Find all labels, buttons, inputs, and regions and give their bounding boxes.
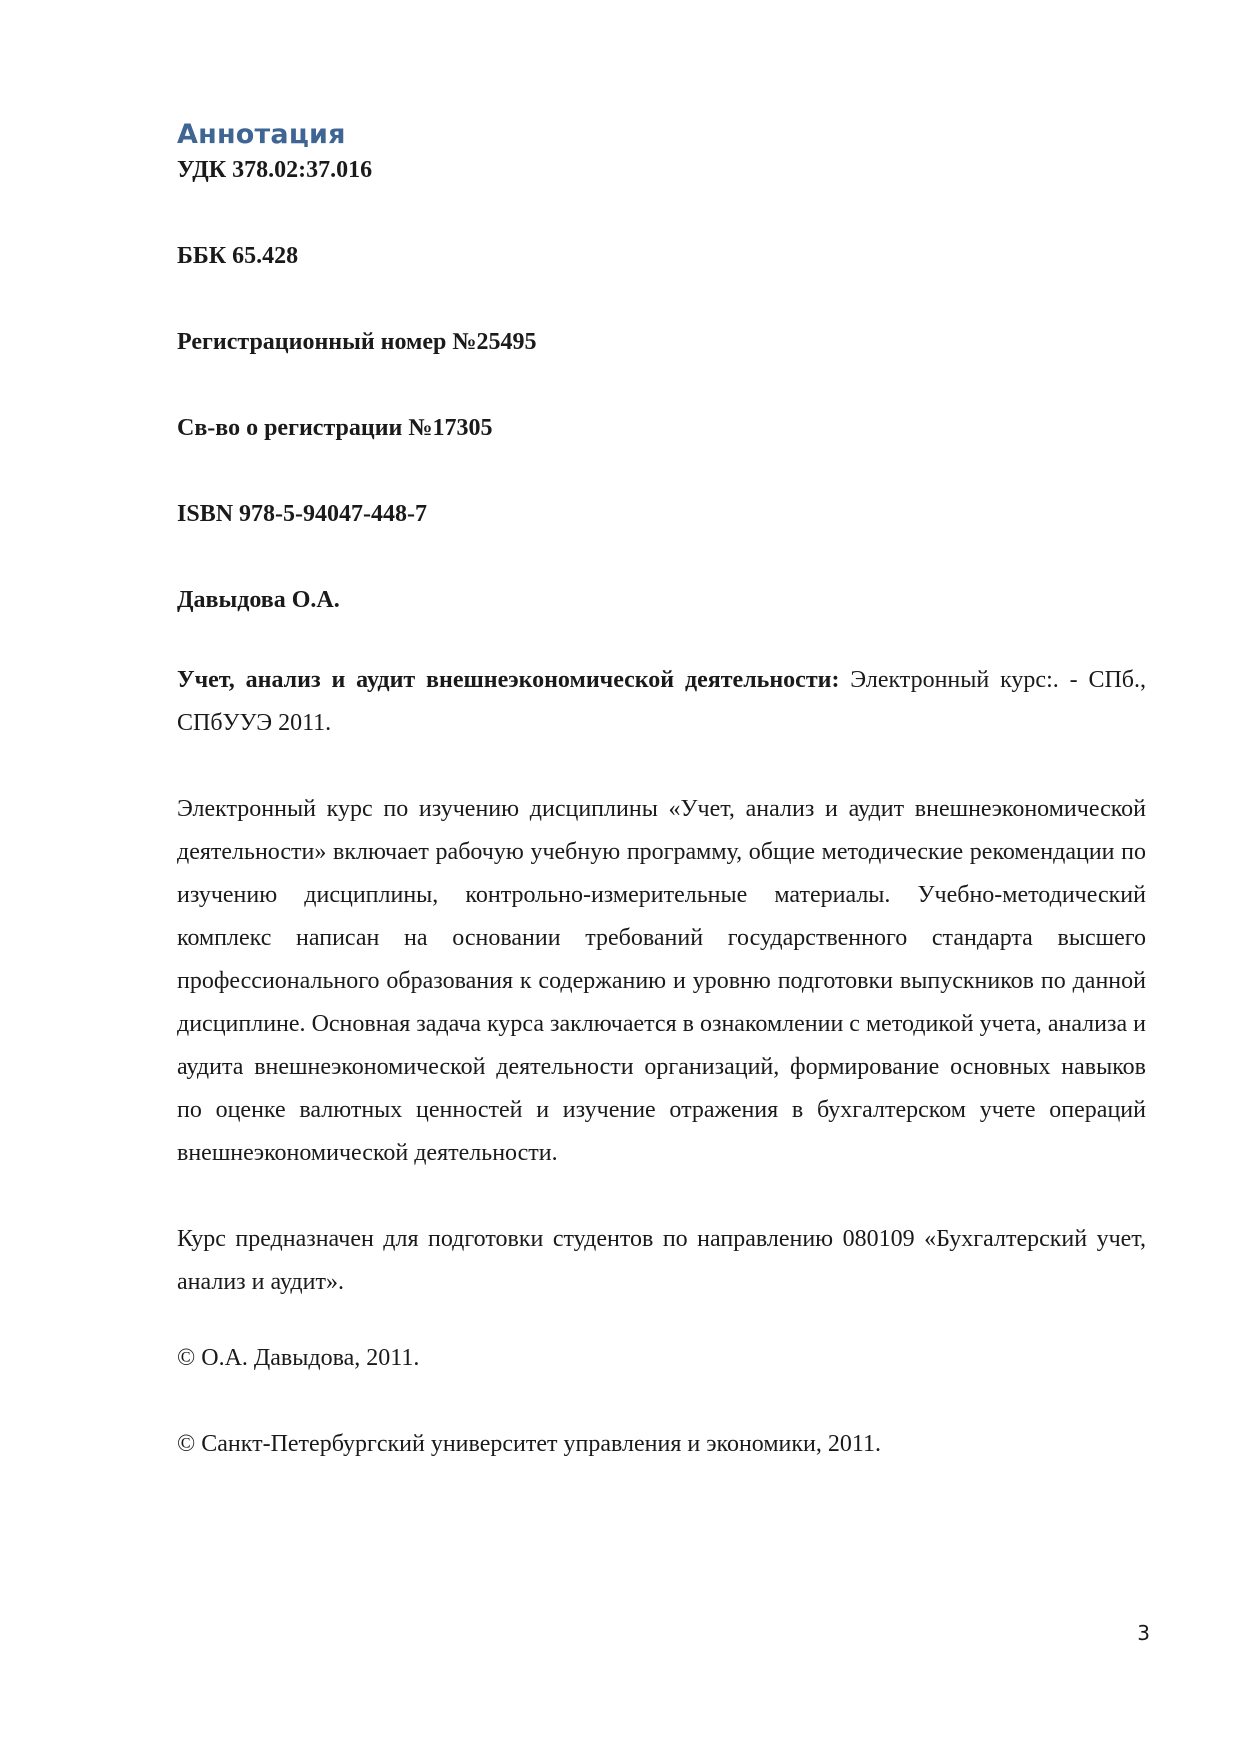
copyright-author: © О.А. Давыдова, 2011. <box>177 1345 420 1371</box>
registration-number-line: Регистрационный номер №25495 <box>177 329 537 355</box>
registration-certificate-line: Св-во о регистрации №17305 <box>177 415 493 441</box>
course-purpose-paragraph: Курс предназначен для подготовки студентов по направлению 080109 «Бухгалтерский учет, анализ и аудит». <box>177 1226 1146 1295</box>
page-number: 3 <box>1137 1621 1150 1645</box>
copyright-university: © Санкт-Петербургский университет управления и экономики, 2011. <box>177 1431 881 1457</box>
course-title-bold: Учет, анализ и аудит внешнеэкономической деятельности: <box>177 667 840 693</box>
isbn-line: ISBN 978-5-94047-448-7 <box>177 501 427 527</box>
udk-line: УДК 378.02:37.016 <box>177 157 373 183</box>
author-line: Давыдова О.А. <box>177 587 340 613</box>
annotation-heading: Аннотация <box>177 119 346 150</box>
course-title-publication: Электронный курс:. - СПб., СПбУУЭ 2011. <box>177 667 1146 736</box>
bbk-line: ББК 65.428 <box>177 243 299 269</box>
course-description-paragraph: Электронный курс по изучению дисциплины «Учет, анализ и аудит внешнеэкономической деятельности» включает рабочую учебную программу, общие методические рекомендации по изучению дисциплины, контрольно-измерительные материалы. Учебно-методический комплекс написан на основании требований государственного стандарта высшего профессионального образования к содержанию и уровню подготовки выпускников по данной дисциплине. Основная задача курса заключается в ознакомлении с методикой учета, анализа и аудита внешнеэкономической деятельности организаций, формирование основных навыков по оценке валютных ценностей и изучение отражения в бухгалтерском учете операций внешнеэкономической деятельности. <box>177 796 1146 1166</box>
annotation-section <box>177 118 1146 1462</box>
course-title-paragraph <box>177 659 1146 745</box>
